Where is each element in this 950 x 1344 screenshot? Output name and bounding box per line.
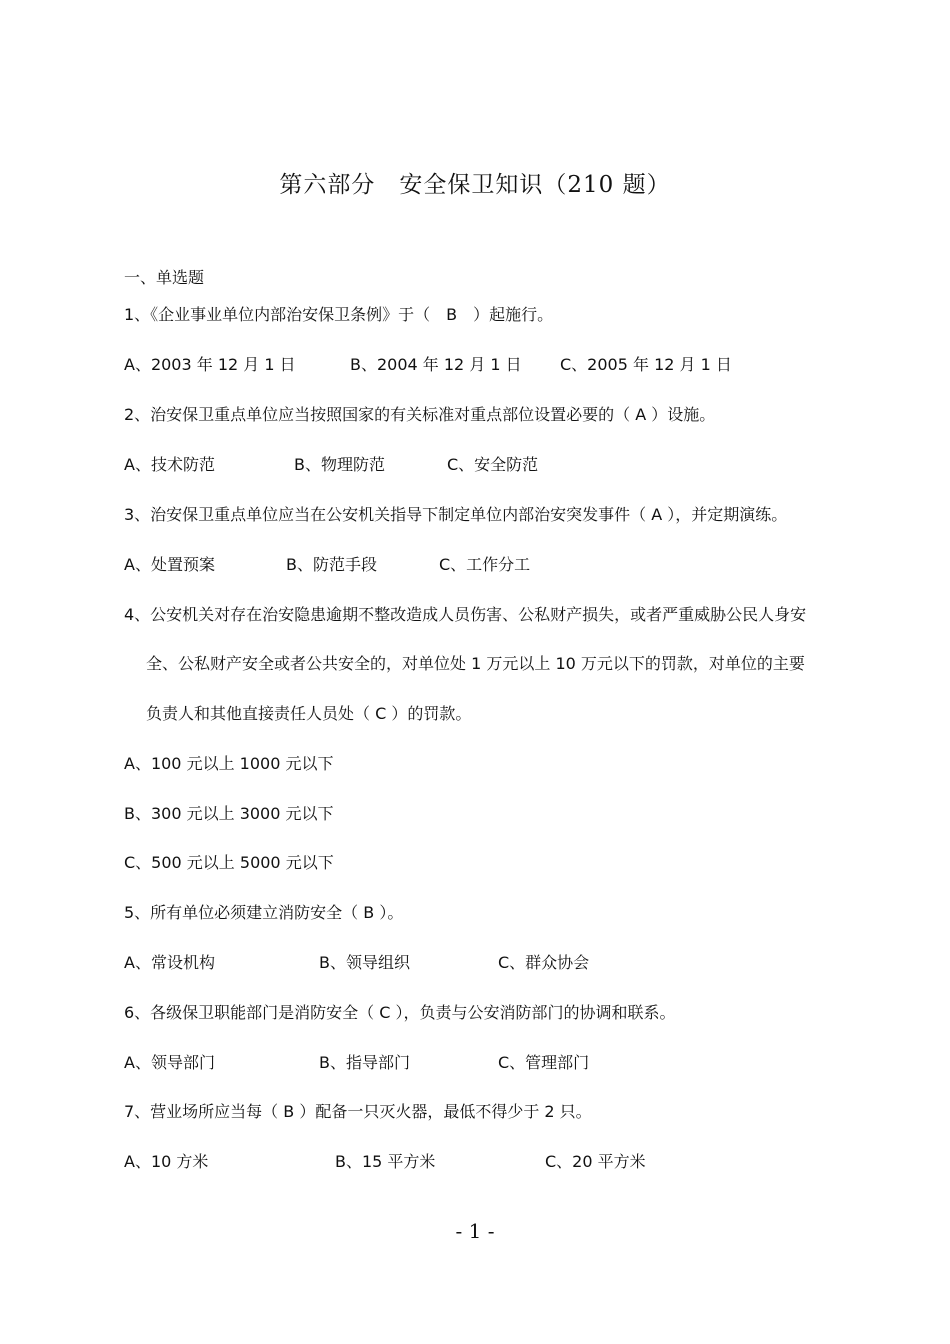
- question-5-option-b: B、领导组织: [319, 953, 410, 972]
- question-7-option-c: C、20 平方米: [545, 1152, 646, 1171]
- question-2: 2、治安保卫重点单位应当按照国家的有关标准对重点部位设置必要的（ A ）设施。: [124, 405, 716, 424]
- question-4-line-3: 负责人和其他直接责任人员处（ C ）的罚款。: [146, 704, 472, 723]
- question-4-option-a: A、100 元以上 1000 元以下: [124, 754, 334, 773]
- question-4-option-c: C、500 元以上 5000 元以下: [124, 853, 334, 872]
- question-7: 7、营业场所应当每（ B ）配备一只灭火器，最低不得少于 2 只。: [124, 1102, 592, 1121]
- question-3-option-c: C、工作分工: [439, 555, 531, 574]
- question-6-option-c: C、管理部门: [498, 1053, 590, 1072]
- question-1-option-c: C、2005 年 12 月 1 日: [560, 355, 732, 374]
- question-2-option-b: B、物理防范: [294, 455, 385, 474]
- question-1-option-b: B、2004 年 12 月 1 日: [350, 355, 522, 374]
- question-7-option-b: B、15 平方米: [335, 1152, 436, 1171]
- question-4-option-b: B、300 元以上 3000 元以下: [124, 804, 334, 823]
- question-2-option-c: C、安全防范: [447, 455, 539, 474]
- section-heading: 一、单选题: [124, 268, 205, 287]
- question-7-option-a: A、10 方米: [124, 1152, 209, 1171]
- question-4-line-1: 4、公安机关对存在治安隐患逾期不整改造成人员伤害、公私财产损失，或者严重威胁公民人身安: [124, 605, 807, 624]
- question-2-option-a: A、技术防范: [124, 455, 215, 474]
- question-1: 1、《企业事业单位内部治安保卫条例》于（ B ）起施行。: [124, 305, 554, 324]
- question-5-option-c: C、群众协会: [498, 953, 590, 972]
- question-3: 3、治安保卫重点单位应当在公安机关指导下制定单位内部治安突发事件（ A ），并定期演练。: [124, 505, 788, 524]
- question-5-option-a: A、常设机构: [124, 953, 215, 972]
- question-1-option-a: A、2003 年 12 月 1 日: [124, 355, 296, 374]
- question-6-option-a: A、领导部门: [124, 1053, 215, 1072]
- page-number: - 1 -: [455, 1219, 495, 1243]
- question-3-option-b: B、防范手段: [286, 555, 377, 574]
- question-6-option-b: B、指导部门: [319, 1053, 410, 1072]
- question-3-option-a: A、处置预案: [124, 555, 215, 574]
- question-5: 5、所有单位必须建立消防安全（ B ）。: [124, 903, 404, 922]
- question-6: 6、各级保卫职能部门是消防安全（ C ），负责与公安消防部门的协调和联系。: [124, 1003, 676, 1022]
- page-title: 第六部分 安全保卫知识（210 题）: [279, 172, 671, 198]
- question-4-line-2: 全、公私财产安全或者公共安全的，对单位处 1 万元以上 10 万元以下的罚款，对单位的主要: [146, 654, 805, 673]
